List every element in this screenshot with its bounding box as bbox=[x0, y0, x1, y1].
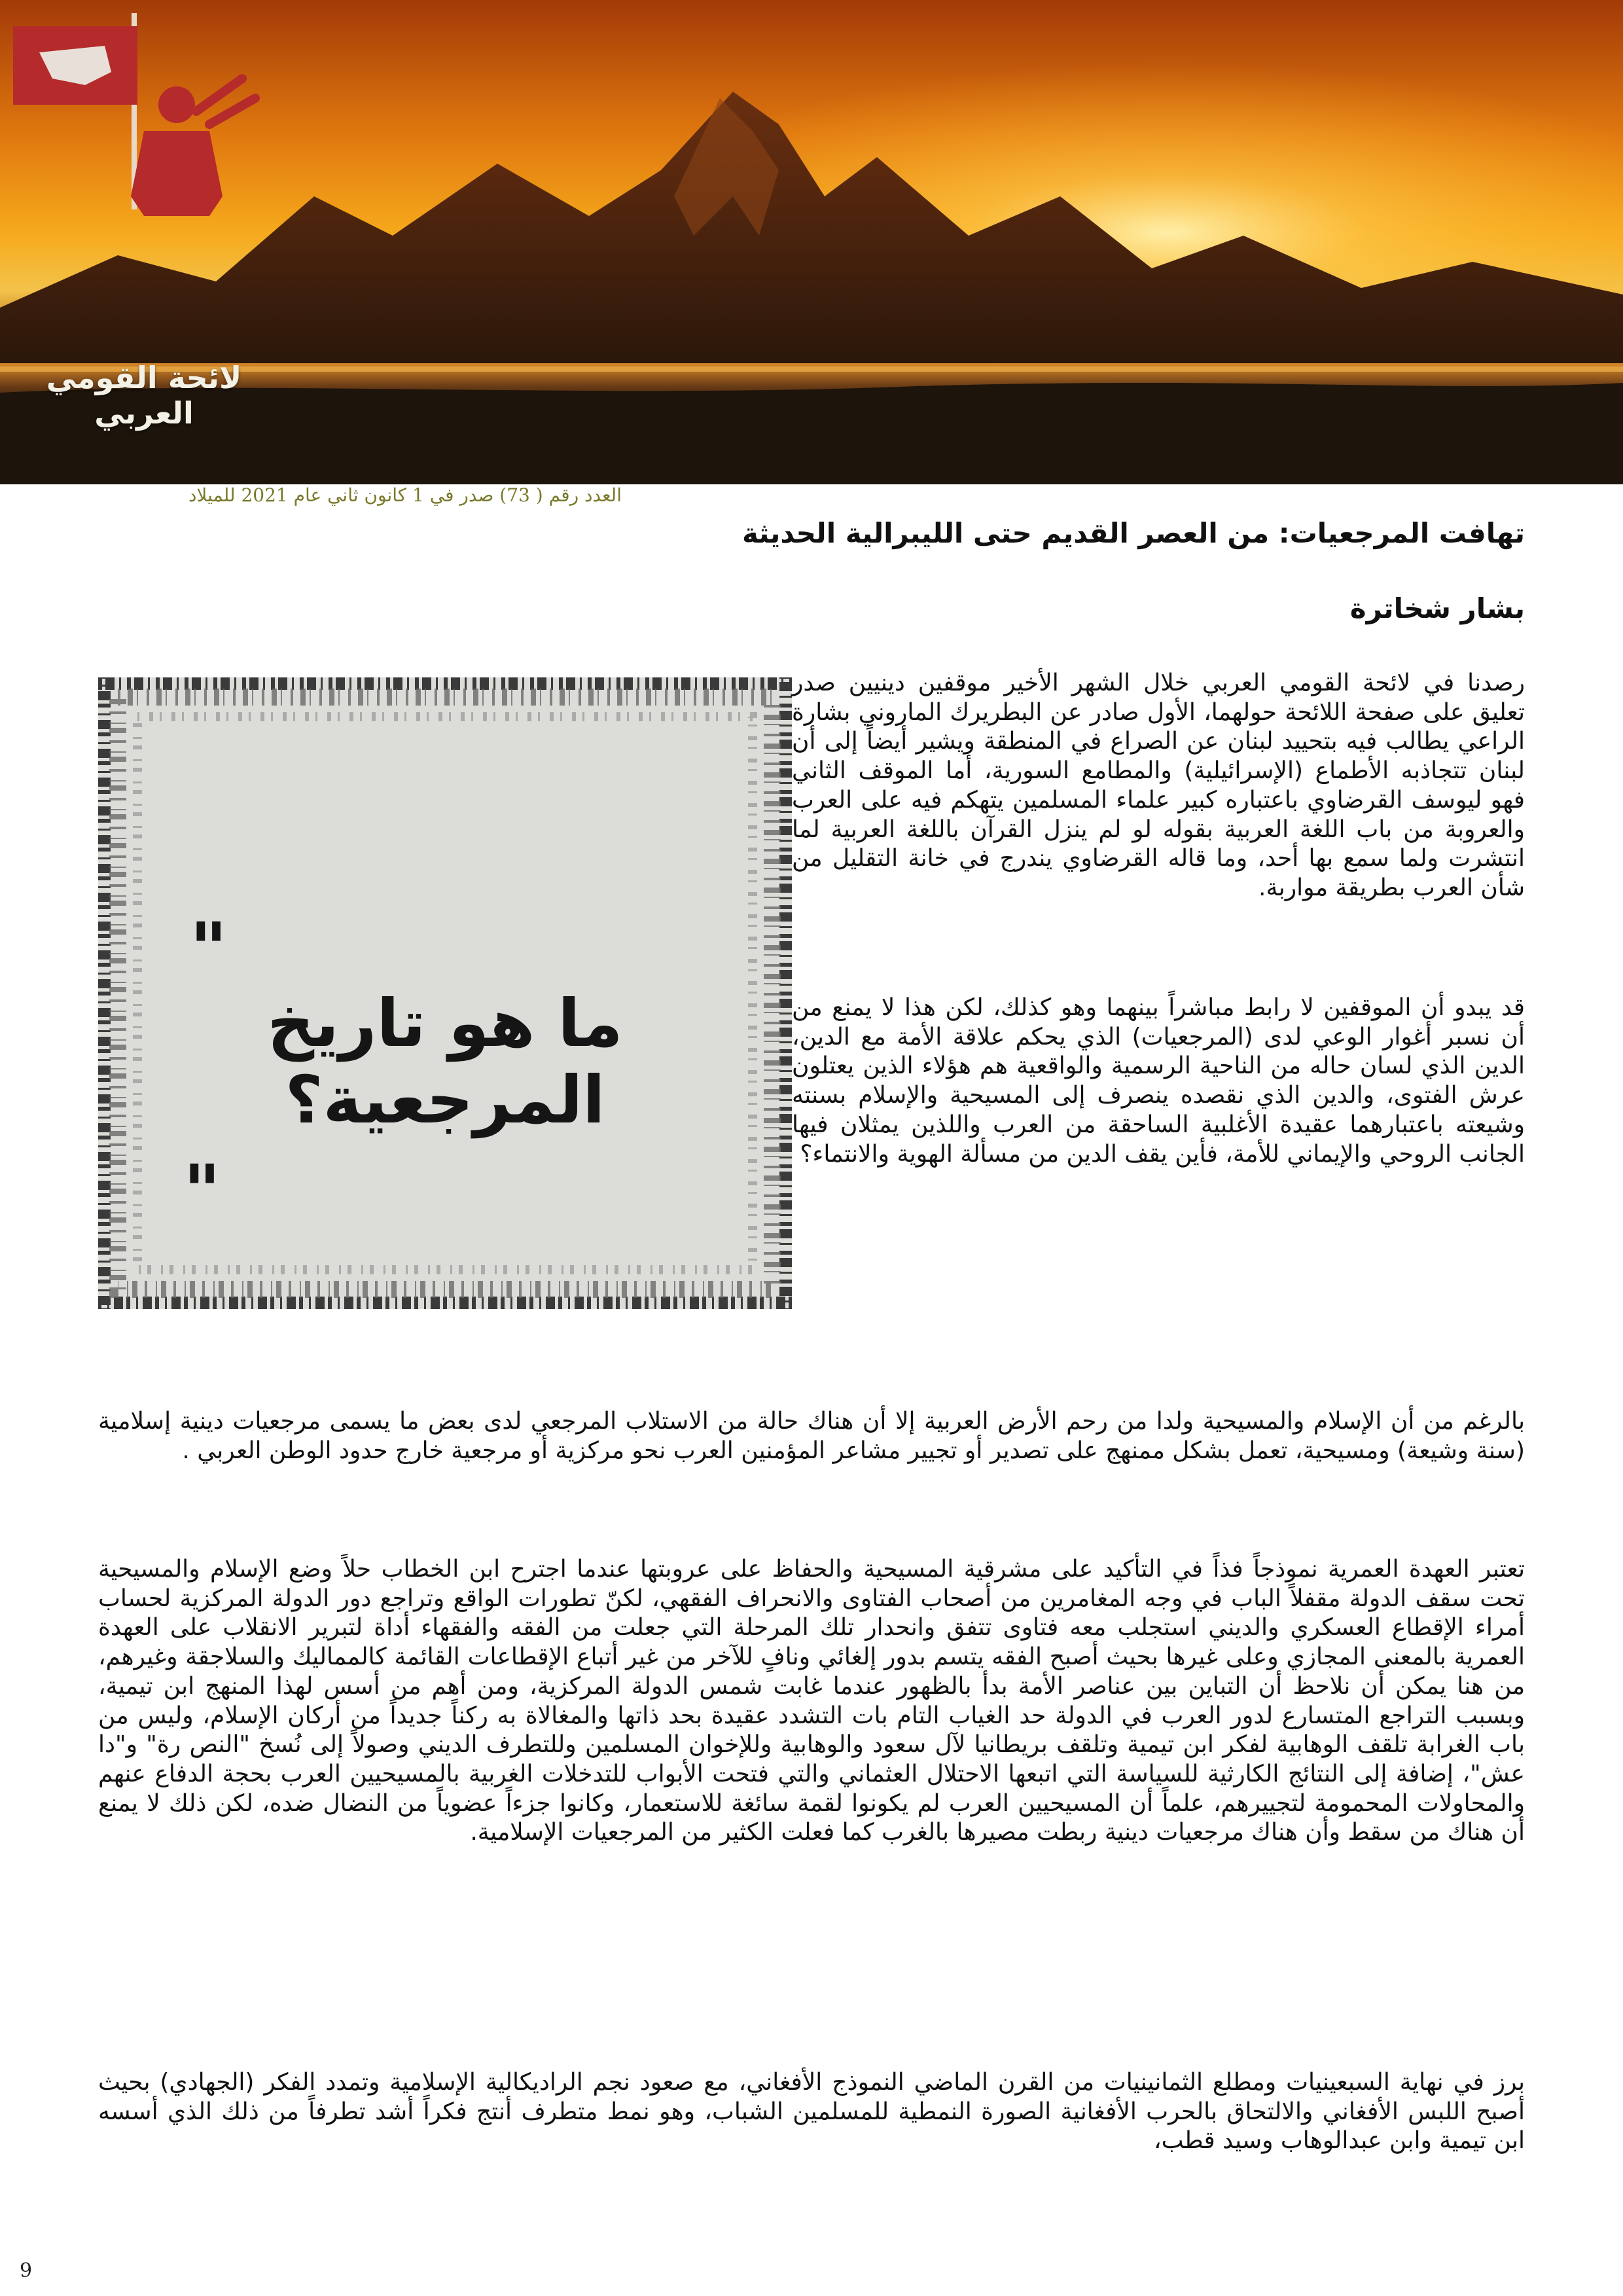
article-title: تهافت المرجعيات: من العصر القديم حتى الليبرالية الحديثة bbox=[742, 517, 1525, 549]
header-banner bbox=[0, 0, 1623, 484]
article-author: بشار شخاترة bbox=[1349, 592, 1525, 624]
quote-close-mark: " bbox=[183, 1149, 221, 1233]
logo-wordmark: لائحة القومي العربي bbox=[46, 360, 242, 431]
article-figure bbox=[98, 677, 792, 1309]
logo-emblem bbox=[0, 0, 275, 275]
figure-caption: ما هو تاريخ المرجعية؟ bbox=[267, 985, 623, 1138]
paragraph-2: قد يبدو أن الموقفين لا رابط مباشراً بينهما وهو كذلك، لكن هذا لا يمنع من أن نسبر أغوار الوعي لدى (المرجعيات) الذي يحكم علاقة الأمة مع الدين، الدين الذي لسان حاله من الناحية الرسمية والواقعية هم هؤلاء الذين يعتلون عرش الفتوى، والدين الذي نقصده ينصرف إلى المسيحية والإسلام بسنته وشيعته باعتبارهما عقيدة الأغلبية الساحقة من العرب واللذين يمثلان فيها الجانب الروحي والإيماني للأمة، فأين يقف الدين من مسألة الهوية والانتماء؟ bbox=[792, 994, 1525, 1168]
paragraph-5: برز في نهاية السبعينيات ومطلع الثمانينيات من القرن الماضي النموذج الأفغاني، مع صعود نجم الراديكالية الإسلامية وتمدد الفكر (الجهادي) بحيث أصبح اللبس الأفغاني والالتحاق بالحرب الأفغانية الصورة النمطية للمسلمين الشباب، وهو نمط متطرف أنتج فكراً أشد تطرفاً من ذلك الذي أسسه ابن تيمية وابن عبدالوهاب وسيد قطب، bbox=[98, 2069, 1525, 2155]
page-number: 9 bbox=[20, 2259, 33, 2282]
quote-open-mark: " bbox=[190, 906, 228, 991]
issue-line: العدد رقم ( 73) صدر في 1 كانون ثاني عام 2021 للميلاد bbox=[188, 484, 622, 506]
paragraph-1: رصدنا في لائحة القومي العربي خلال الشهر الأخير موقفين دينيين صدر تعليق على صفحة اللائحة حولهما، الأول صادر عن البطريرك الماروني بشارة الراعي يطالب فيه بتحييد لبنان عن الصراع في المنطقة ويشير أيضاً إلى أن لبنان تتجاذبه الأطماع (الإسرائيلية) والمطامع السورية، أما الموقف الثاني فهو ليوسف القرضاوي باعتباره كبير علماء المسلمين يتهكم فيه على العرب والعروبة من باب اللغة العربية بقوله لو لم ينزل القرآن باللغة العربية لما انتشرت ولما سمع بها أحد، وما قاله القرضاوي يندرج في خانة التقليل من شأن العرب بطريقة مواربة. bbox=[792, 670, 1525, 901]
paragraph-3: بالرغم من أن الإسلام والمسيحية ولدا من رحم الأرض العربية إلا أن هناك حالة من الاستلاب المرجعي لدى بعض ما يسمى مرجعيات دينية إسلامية (سنة وشيعة) ومسيحية، تعمل بشكل ممنهج على تصدير أو تجيير مشاعر المؤمنين العرب نحو مركزية أو مرجعية خارج حدود الوطن العربي . bbox=[98, 1408, 1525, 1464]
paragraph-4: تعتبر العهدة العمرية نموذجاً فذاً في التأكيد على مشرقية المسيحية والحفاظ على عروبتها عندما اجترح ابن الخطاب حلاً وضع الإسلام والمسيحية تحت سقف الدولة مقفلاً الباب في وجه المغامرين من أصحاب الفتاوى والانحراف الفقهي، لكنّ تطورات الواقع وتراجع دور الدولة المركزية لحساب أمراء الإقطاع العسكري والديني استجلب معه فتاوى تتفق وانحدار تلك المرحلة التي جعلت من الفقه والفقهاء أداة لتبرير الانقلاب على العهدة العمرية بالمعنى المجازي وعلى غيرها بحيث أصبح الفقه يتسم بدور إلغائي ونافٍ للآخر من غير أتباع الإقطاعات القائمة كالمماليك والسلاجقة وغيرهم، من هنا يمكن أن نلاحظ أن التباين بين عناصر الأمة بدأ بالظهور عندما غابت شمس الدولة المركزية، ومن أهم من أسس لهذا المنهج ابن تيمية، وبسبب التراجع المتسارع لدور العرب في الدولة حد الغياب التام بات التشدد عقيدة بحد ذاتها والمغالاة به ركناً جديداً من أركان الإسلام، وليس من باب الغرابة تلقف الوهابية لفكر ابن تيمية وتلقف بريطانيا لآل سعود والوهابية وللإخوان المسلمين وللتطرف الديني وصولاً إلى نُسخ "النص رة" و"دا عش"، إضافة إلى النتائج الكارثية للسياسة التي اتبعها الاحتلال العثماني والتي فتحت الأبواب للتدخلات الغربية بالمسيحيين العرب بحجة الدفاع عنهم والمحاولات المحمومة لتجييرهم، علماً أن المسيحيين العرب لم يكونوا لقمة سائغة للاستعمار، وكانوا جزءاً عضوياً من النضال ضده، لكن ذلك لا يمنع أن هناك من سقط وأن هناك مرجعيات دينية ربطت مصيرها بالغرب كما فعلت الكثير من المرجعيات الإسلامية. bbox=[98, 1556, 1525, 1846]
